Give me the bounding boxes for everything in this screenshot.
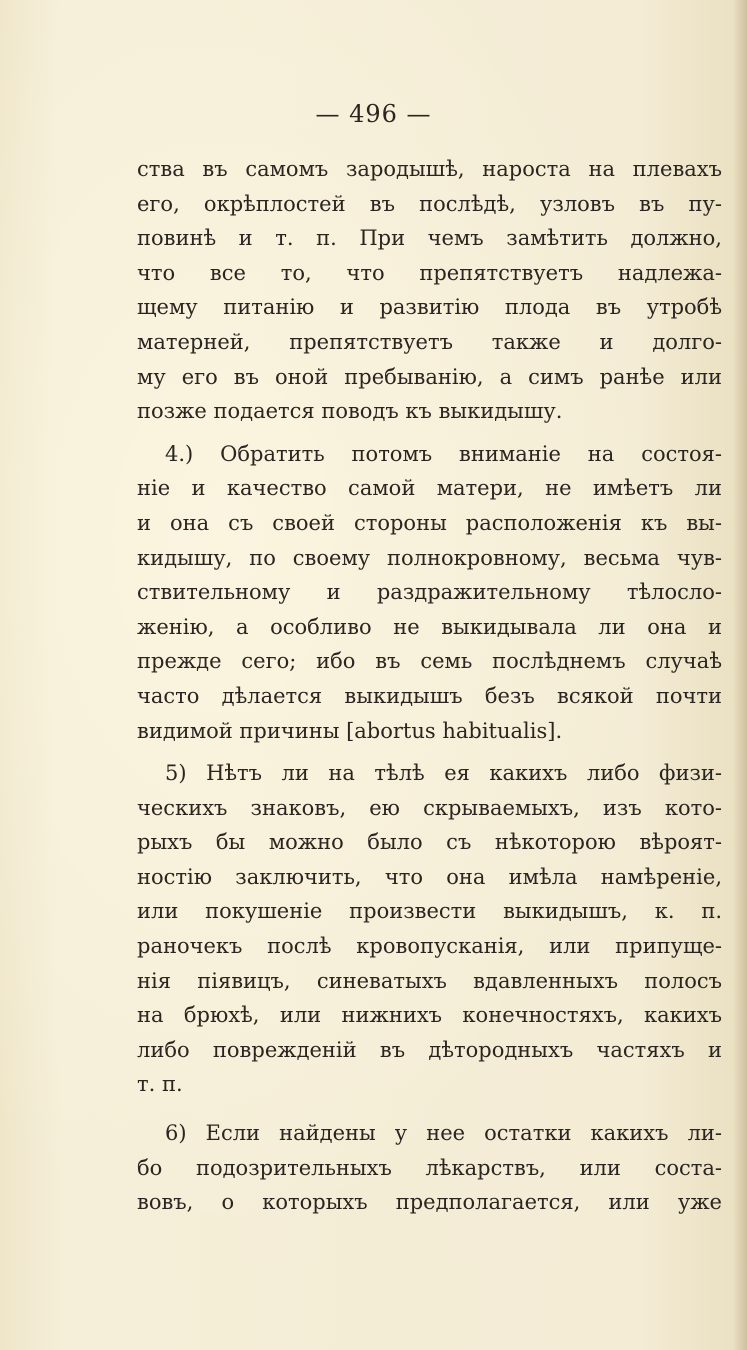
body-text [137,152,722,1220]
text-line: 4.) Обратить потомъ вниманіе на состоя- [165,441,722,466]
text-line: либо поврежденій въ дѣтородныхъ частяхъ и [137,1037,722,1062]
text-line: нія піявицъ, синеватыхъ вдавленныхъ полосъ [137,968,722,993]
text-line: рыхъ бы можно было съ нѣкоторою вѣроят- [137,830,722,855]
text-line: вовъ, о которыхъ предполагается, или уже [137,1190,722,1215]
paragraph-gap [137,748,722,756]
text-line: матерней, препятствуетъ также и долго- [137,329,722,354]
text-line: женію, а особливо не выкидывала ли она и [137,614,722,639]
text-line: его, окрѣплостей въ послѣдѣ, узловъ въ пу- [137,191,722,216]
text-line: ства въ самомъ зародышѣ, нароста на плевахъ [137,157,722,181]
text-line: прежде сего; ибо въ семь послѣднемъ случаѣ [137,649,722,674]
text-line: видимой причины [abortus habitualis]. [137,718,563,743]
text-line: 5) Нѣтъ ли на тѣлѣ ея какихъ либо физи- [165,761,722,786]
text-line: или покушеніе произвести выкидышъ, к. п. [137,899,722,924]
text-line: 6) Если найдены у нее остатки какихъ ли- [165,1121,722,1146]
text-line: му его въ оной пребыванію, а симъ ранѣе или [137,364,722,389]
text-line: повинѣ и т. п. При чемъ замѣтить должно, [137,226,722,251]
text-line: ранoчекъ послѣ кровопусканія, или припуще- [137,934,722,959]
paragraph-gap [137,429,722,437]
text-line: ностію заключить, что она имѣла намѣреніе, [137,864,722,889]
text-line: что все то, что препятствуетъ надлежа- [137,260,722,285]
text-line: бо подозрительныхъ лѣкарствъ, или соста- [137,1155,722,1180]
text-line: на брюхѣ, или нижнихъ конечностяхъ, какихъ [137,1003,722,1028]
text-line: и она съ своей стороны расположенія къ вы- [137,510,722,535]
page-edge-shadow [733,0,747,1350]
page-number: — 496 — [315,100,432,128]
text-line: щему питанію и развитію плода въ утробѣ [137,295,722,320]
text-line: кидышу, по своему полнокровному, весьма чув- [137,545,722,570]
text-line: часто дѣлается выкидышъ безъ всякой почти [137,683,722,708]
text-line: ніе и качество самой матери, не имѣетъ ли [137,476,722,501]
text-line: ствительному и раздражительному тѣлосло- [137,580,722,605]
text-line: позже подается поводъ къ выкидышу. [137,399,563,424]
paragraph-gap [137,1102,722,1116]
text-line: ческихъ знаковъ, ею скрываемыхъ, изъ кото- [137,795,722,820]
text-line: т. п. [137,1072,183,1097]
